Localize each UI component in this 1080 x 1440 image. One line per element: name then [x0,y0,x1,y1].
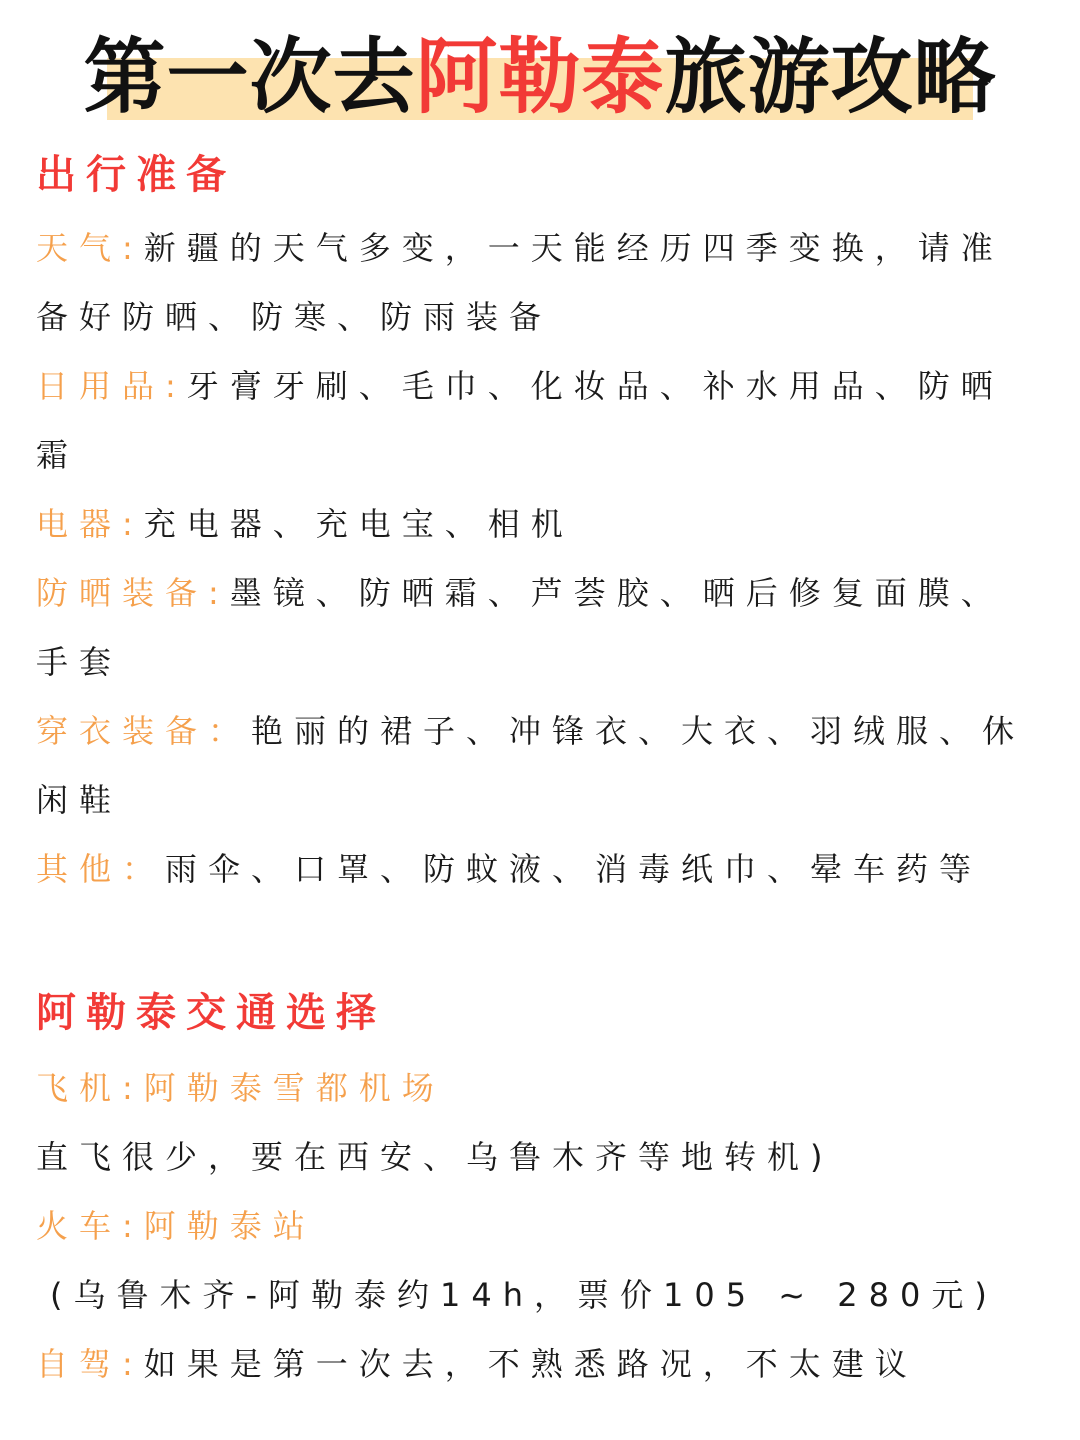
item-clothing: 穿衣装备：艳丽的裙子、冲锋衣、大衣、羽绒服、休闲鞋 [36,712,1026,819]
item-label: 穿衣装备： [36,712,252,750]
plane-label: 飞机: [36,1069,144,1107]
transport-plane [36,1054,445,1123]
item-weather: 天气:新疆的天气多变，一天能经历四季变换，请准备好防晒、防寒、防雨装备 [36,229,1004,336]
item-label: 防晒装备: [36,574,230,612]
item-label: 其他： [36,850,166,888]
item-label: 电器: [36,505,144,543]
item-label: 天气: [36,229,144,267]
item-electronics: 电器:充电器、充电宝、相机 [36,505,574,543]
plane-value: 阿勒泰雪都机场 [143,1069,445,1107]
title-highlight-text: 阿勒泰 [415,30,665,125]
item-sun-protection: 防晒装备:墨镜、防晒霜、芦荟胶、晒后修复面膜、手套 [36,574,1004,681]
transport-train-note: (乌鲁木齐-阿勒泰约14h，票价105 ~ 280元) [50,1276,998,1314]
transport-drive [36,1330,918,1399]
drive-label: 自驾: [36,1345,144,1383]
section-heading-transport: 阿勒泰交通选择 [36,990,386,1036]
page-title: 第一次去阿勒泰旅游攻略 [83,30,997,125]
transport-plane-note: 直飞很少，要在西安、乌鲁木齐等地转机) [36,1138,834,1176]
item-daily-goods: 日用品:牙膏牙刷、毛巾、化妆品、补水用品、防晒霜 [36,367,1004,474]
item-others: 其他：雨伞、口罩、防蚊液、消毒纸巾、晕车药等 [36,850,983,888]
train-value: 阿勒泰站 [143,1207,316,1245]
drive-value: 如果是第一次去，不熟悉路况，不太建议 [143,1345,918,1383]
transport-train [36,1192,316,1261]
item-label: 日用品: [36,367,187,405]
title-block [0,28,1080,128]
train-label: 火车: [36,1207,144,1245]
section-heading-preparation: 出行准备 [36,152,236,198]
